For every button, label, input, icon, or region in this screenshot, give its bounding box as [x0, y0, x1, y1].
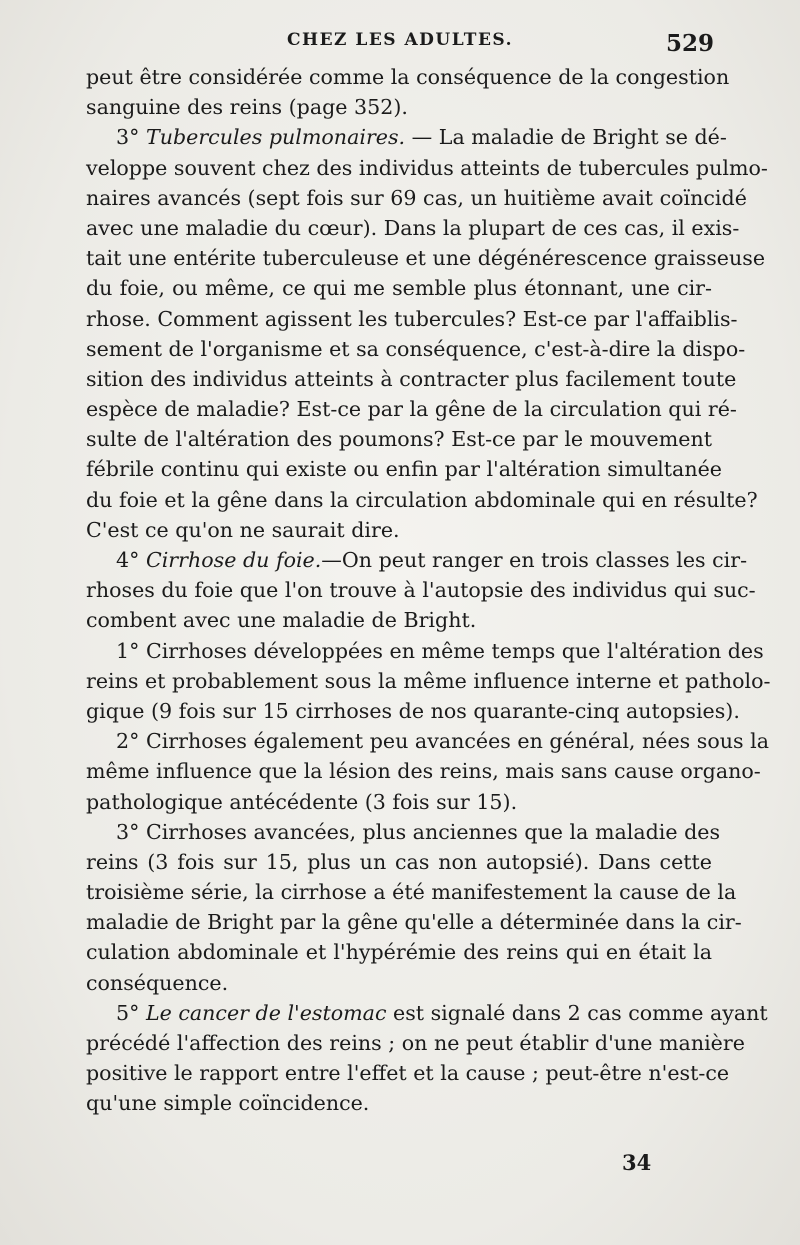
text-line — [86, 907, 742, 937]
line-text: positive le rapport entre l'effet et la cause ; peut-être n'est-ce — [86, 1061, 730, 1086]
text-line — [86, 937, 712, 967]
text-line — [86, 485, 758, 515]
line-text: C'est ce qu'on ne saurait dire. — [86, 517, 400, 542]
line-text: maladie de Bright par la gêne qu'elle a déterminée dans la cir- — [86, 910, 742, 935]
page-header — [90, 30, 714, 62]
line-text: naires avancés (sept fois sur 69 cas, un huitième avait coïncidé — [86, 185, 747, 210]
line-text: veloppe souvent chez des individus atteints de tubercules pulmo- — [86, 155, 768, 180]
text-line — [86, 847, 712, 877]
text-line — [86, 756, 761, 786]
text-line — [86, 605, 712, 635]
text-line — [86, 1028, 745, 1058]
text-line — [86, 122, 727, 152]
line-text: pathologique antécédente (3 fois sur 15). — [86, 789, 518, 814]
line-number-prefix: 4° — [116, 548, 146, 572]
line-text: est signalé dans 2 cas comme ayant — [386, 1000, 768, 1025]
text-line — [86, 273, 712, 303]
line-text: — La maladie de Bright se dé- — [405, 125, 727, 150]
text-line — [86, 666, 771, 696]
section-heading-italic: Tubercules pulmonaires. — [145, 125, 406, 150]
text-line — [86, 726, 769, 756]
line-text: du foie, ou même, ce qui me semble plus étonnant, une cir- — [86, 276, 712, 301]
text-line — [86, 243, 766, 273]
line-text: gique (9 fois sur 15 cirrhoses de nos quarante-cinq autopsies). — [86, 698, 740, 723]
text-line — [86, 334, 746, 364]
text-line — [86, 575, 756, 605]
line-text: rhose. Comment agissent les tubercules? Est-ce par l'affaiblis- — [86, 306, 738, 331]
text-line — [86, 1058, 730, 1088]
text-line — [86, 424, 712, 454]
line-text: précédé l'affection des reins ; on ne peut établir d'une manière — [86, 1031, 745, 1055]
line-text: rhoses du foie que l'on trouve à l'autopsie des individus qui suc- — [86, 578, 756, 603]
text-line — [86, 545, 748, 575]
text-line — [86, 364, 737, 394]
running-title: CHEZ LES ADULTES. — [286, 30, 513, 50]
text-line — [86, 817, 721, 847]
text-line — [86, 454, 722, 484]
line-text: culation abdominale et l'hypérémie des reins qui en était la — [86, 940, 712, 965]
line-text: du foie et la gêne dans la circulation abdominale qui en résulte? — [86, 487, 758, 512]
line-text: peut être considérée comme la conséquence de la congestion — [86, 65, 730, 89]
text-line — [86, 998, 768, 1028]
text-line — [86, 92, 712, 122]
text-line — [86, 877, 737, 907]
line-text: sement de l'organisme et sa conséquence, c'est-à-dire la dispo- — [86, 336, 746, 361]
line-text: —On peut ranger en trois classes les cir- — [321, 548, 748, 572]
text-line — [86, 968, 712, 998]
line-text: combent avec une maladie de Bright. — [86, 608, 477, 633]
line-number-prefix: 5° — [116, 1000, 146, 1025]
text-line — [86, 787, 712, 817]
text-line — [86, 62, 730, 92]
line-text: fébrile continu qui existe ou enfin par l'altération simultanée — [86, 457, 722, 482]
text-line — [86, 304, 738, 334]
body-text — [86, 62, 771, 1119]
line-text: 3° Cirrhoses avancées, plus anciennes que la maladie des — [116, 819, 721, 844]
text-line — [86, 213, 740, 243]
text-line — [86, 515, 712, 545]
line-text: 2° Cirrhoses également peu avancées en général, nées sous la — [116, 729, 769, 754]
line-text: tait une entérite tuberculeuse et une dégénérescence graisseuse — [86, 246, 766, 271]
line-text: même influence que la lésion des reins, mais sans cause organo- — [86, 759, 761, 784]
text-line — [86, 394, 737, 424]
line-text: conséquence. — [86, 970, 229, 995]
section-heading-italic: Le cancer de l'estomac — [145, 1000, 387, 1025]
text-line — [86, 153, 768, 183]
line-text: 1° Cirrhoses développées en même temps que l'altération des — [116, 638, 764, 663]
text-line — [86, 1088, 712, 1118]
line-text: sition des individus atteints à contracter plus facilement toute — [86, 366, 737, 391]
line-text: qu'une simple coïncidence. — [86, 1091, 370, 1116]
text-line — [86, 183, 747, 213]
line-text: reins (3 fois sur 15, plus un cas non autopsié). Dans cette — [86, 849, 712, 874]
line-text: sulte de l'altération des poumons? Est-ce par le mouvement — [86, 427, 712, 452]
text-line — [86, 696, 740, 726]
line-text: sanguine des reins (page 352). — [86, 95, 408, 120]
signature-mark: 34 — [622, 1150, 652, 1175]
page-number: 529 — [665, 30, 714, 57]
line-text: reins et probablement sous la même influence interne et patholo- — [86, 668, 771, 693]
section-heading-italic: Cirrhose du foie. — [145, 548, 322, 572]
line-text: troisième série, la cirrhose a été manifestement la cause de la — [86, 880, 737, 905]
line-text: avec une maladie du cœur). Dans la plupart de ces cas, il exis- — [86, 215, 740, 240]
line-number-prefix: 3° — [116, 125, 146, 150]
line-text: espèce de maladie? Est-ce par la gêne de la circulation qui ré- — [86, 397, 737, 422]
text-line — [86, 636, 764, 666]
